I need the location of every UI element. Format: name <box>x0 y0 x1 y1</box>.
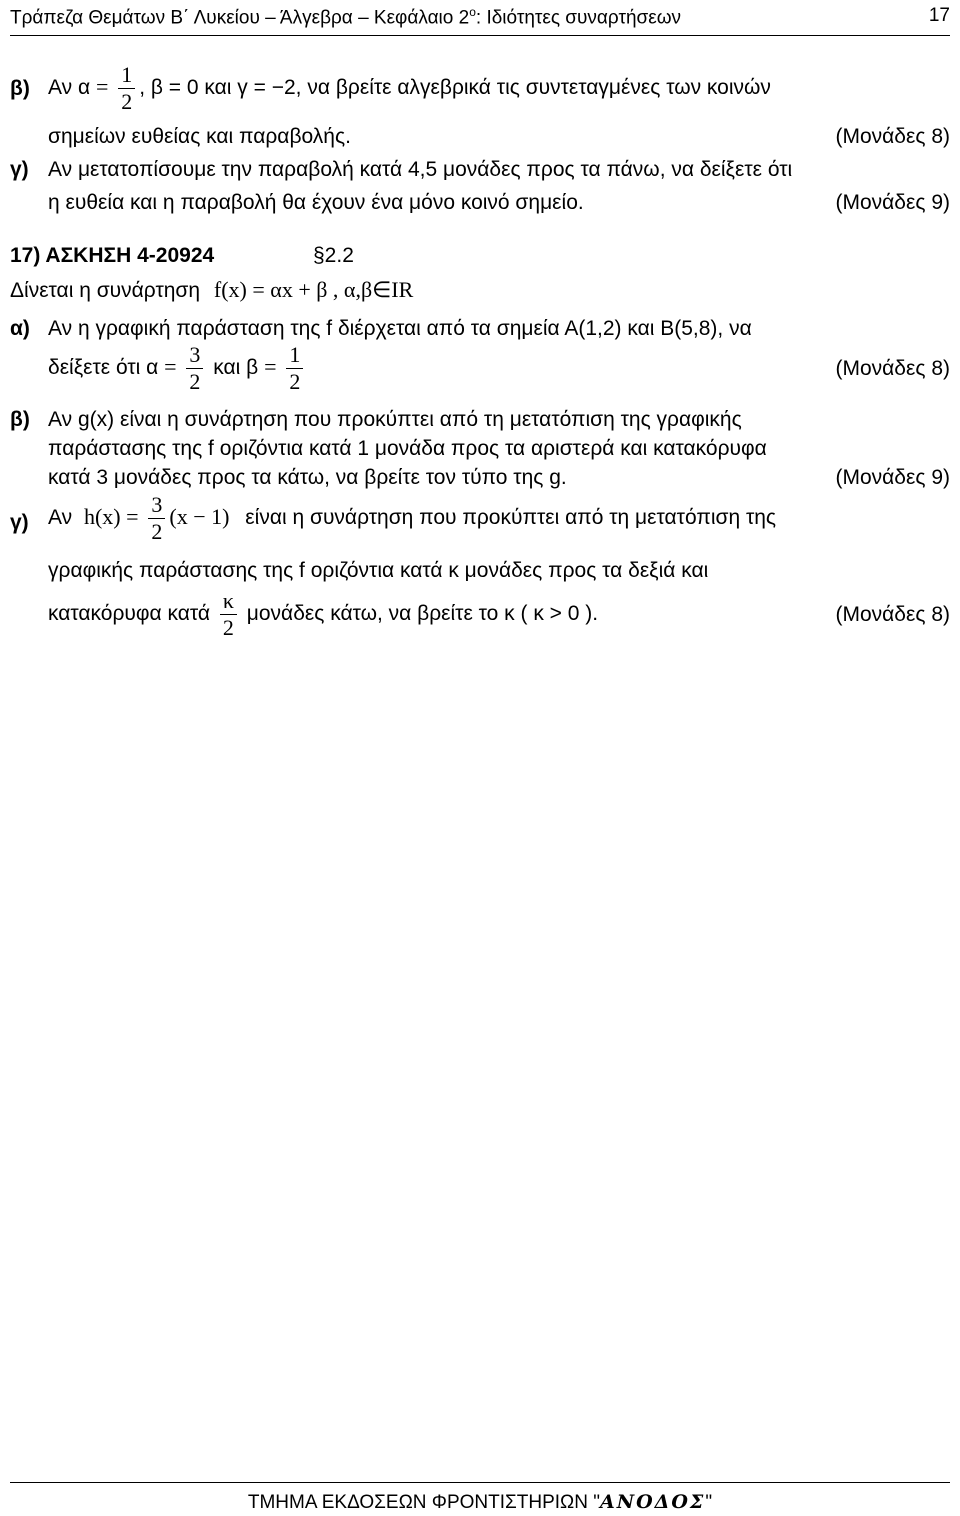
fraction-denominator: 2 <box>189 369 201 394</box>
fraction <box>118 62 135 115</box>
text: Αν μετατοπίσουμε την παραβολή κατά 4,5 μονάδες προς τα πάνω, να δείξετε ότι <box>48 158 793 181</box>
text: Αν <box>48 506 73 530</box>
part-a-formula <box>48 342 950 395</box>
fraction-denominator: 2 <box>222 615 234 640</box>
footer-quote: " <box>705 1492 713 1513</box>
equals-sign: = <box>164 354 177 380</box>
brand-name: ΑΝΟΔΟΣ <box>599 1491 706 1513</box>
marks: (Μονάδες 9) <box>835 466 950 489</box>
part-g-formula <box>48 492 950 545</box>
fraction-numerator: κ <box>220 588 237 615</box>
text: παράστασης της f οριζόντια κατά 1 μονάδα προς τα αριστερά και κατακόρυφα <box>48 437 767 460</box>
formula: h(x) = <box>83 504 139 530</box>
fraction-numerator: 3 <box>186 342 203 369</box>
page-footer <box>10 1482 950 1514</box>
fraction-denominator: 2 <box>151 519 163 544</box>
marks: (Μονάδες 8) <box>835 603 950 626</box>
fraction-numerator: 1 <box>118 62 135 89</box>
text: Αν g(x) είναι η συνάρτηση που προκύπτει από τη μετατόπιση της γραφικής <box>48 408 742 431</box>
text: Αν η γραφική παράσταση της f διέρχεται από τα σημεία Α(1,2) και Β(5,8), να <box>48 317 752 340</box>
part-g-line3-content <box>48 588 950 641</box>
text: σημείων ευθείας και παραβολής. <box>48 125 351 148</box>
part-label: β) <box>10 77 30 100</box>
text: και β <box>213 356 259 380</box>
marks: (Μονάδες 9) <box>835 191 950 214</box>
page-number: 17 <box>928 5 950 26</box>
part-b-line1 <box>48 62 950 115</box>
marks: (Μονάδες 8) <box>835 357 950 380</box>
fraction-denominator: 2 <box>121 89 133 114</box>
page-header <box>10 5 950 36</box>
fraction <box>286 342 303 395</box>
fraction <box>148 492 165 545</box>
text: μονάδες κάτω, να βρείτε το κ ( κ > 0 ). <box>246 602 599 626</box>
part-g-line3 <box>10 588 950 648</box>
exercise-heading <box>10 243 950 269</box>
fraction <box>220 588 237 641</box>
footer-text: ΤΜΗΜΑ ΕΚΔΟΣΕΩΝ ΦΡΟΝΤΙΣΤΗΡΙΩΝ " <box>247 1492 600 1513</box>
equals-sign: = <box>95 74 109 100</box>
marks: (Μονάδες 8) <box>835 125 950 148</box>
equals-sign: = <box>264 354 277 380</box>
part-label: β) <box>10 408 30 431</box>
formula: (x − 1) <box>169 504 230 530</box>
fraction-numerator: 3 <box>148 492 165 519</box>
exercise-title: 17) ΑΣΚΗΣΗ 4-20924 <box>10 244 215 267</box>
section-ref: §2.2 <box>313 244 354 267</box>
fraction-numerator: 1 <box>286 342 303 369</box>
part-g <box>10 492 950 552</box>
exercise-given <box>10 277 950 304</box>
formula: f(x) = αx + β , α,β∈IR <box>213 277 414 302</box>
part-label: γ) <box>10 511 29 534</box>
text: Δίνεται η συνάρτηση <box>10 279 201 302</box>
header-title: Τράπεζα Θεμάτων Β΄ Λυκείου – Άλγεβρα – Κεφάλαιο $2^o$: Ιδιότητες συναρτήσεων <box>10 5 682 29</box>
text: είναι η συνάρτηση που προκύπτει από τη μετατόπιση της <box>245 506 777 530</box>
text: δείξετε ότι α <box>48 356 159 380</box>
part-a-line2 <box>10 342 950 402</box>
prev-part-b <box>10 62 950 118</box>
text: κατά 3 μονάδες προς τα κάτω, να βρείτε τον τύπο της g. <box>48 466 567 489</box>
text: κατακόρυφα κατά <box>48 602 210 626</box>
text: η ευθεία και η παραβολή θα έχουν ένα μόνο κοινό σημείο. <box>48 191 584 214</box>
part-label: γ) <box>10 158 29 181</box>
text: γραφικής παράστασης της f οριζόντια κατά κ μονάδες προς τα δεξιά και <box>48 559 709 582</box>
text: , β = 0 και γ = −2, να βρείτε αλγεβρικά τις συντεταγμένες των κοινών <box>139 76 771 100</box>
fraction <box>186 342 203 395</box>
part-label: α) <box>10 317 30 340</box>
fraction-denominator: 2 <box>289 369 301 394</box>
text: Αν α <box>48 76 91 100</box>
